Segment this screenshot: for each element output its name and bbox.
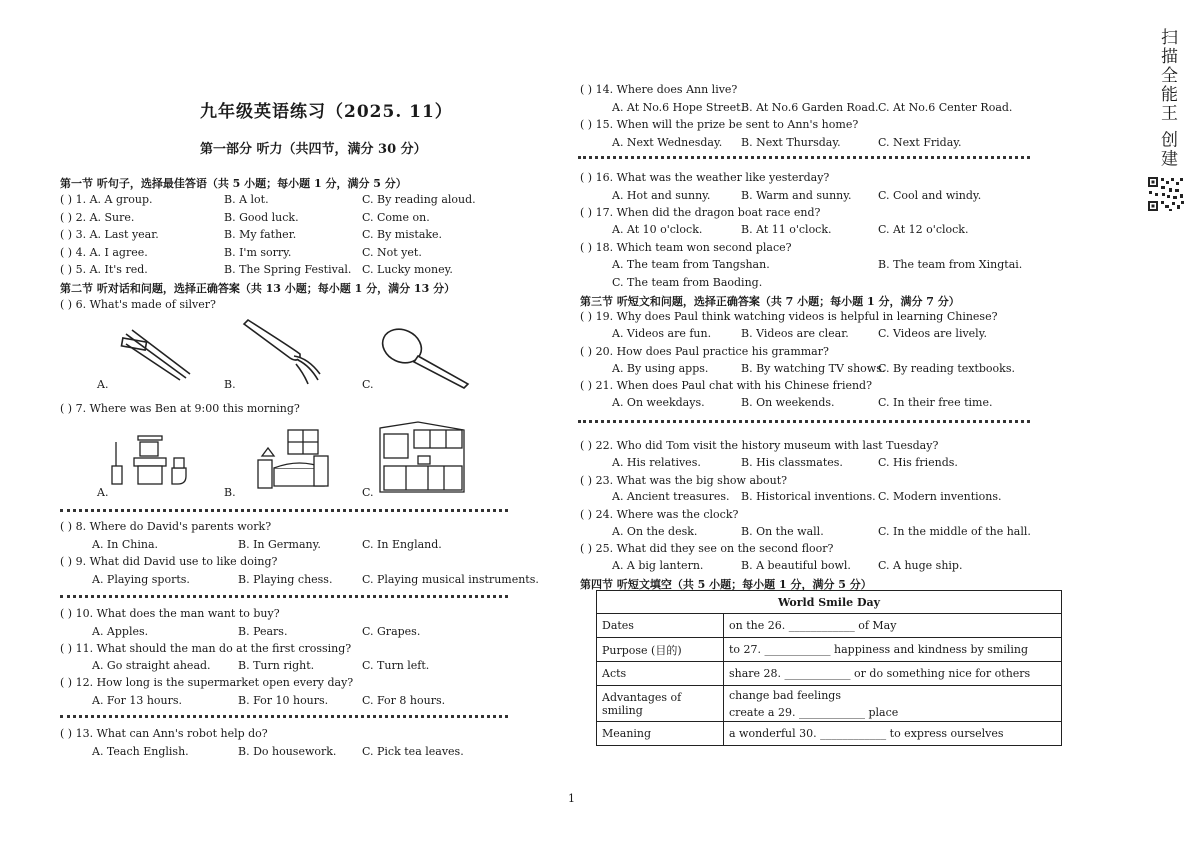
kitchen-picture[interactable] <box>378 420 468 496</box>
table-row <box>597 686 1062 722</box>
question-text: 21. When does Paul chat with his Chinese friend? <box>595 379 872 392</box>
question-text: 22. Who did Tom visit the history museum with last Tuesday? <box>595 439 939 452</box>
answer-bracket[interactable]: ( ) <box>580 508 593 521</box>
table-title: World Smile Day <box>597 591 1062 614</box>
option-b: B. I'm sorry. <box>224 246 292 259</box>
question-item <box>60 520 271 533</box>
option-b[interactable]: B. On weekends. <box>741 396 835 409</box>
option-b[interactable]: B. Historical inventions. <box>741 490 876 503</box>
question-item <box>60 607 280 620</box>
question-item <box>60 228 159 241</box>
part-heading: 第一部分 听力（共四节，满分 30 分） <box>200 142 427 157</box>
question-item <box>580 206 820 219</box>
question-text: 23. What was the big show about? <box>595 474 788 487</box>
question-text: 16. What was the weather like yesterday? <box>595 171 830 184</box>
question-item <box>60 727 268 740</box>
option-c: C. By mistake. <box>362 228 443 241</box>
spoon-picture[interactable] <box>378 322 478 392</box>
option-a[interactable]: A. Go straight ahead. <box>92 659 211 672</box>
question-item <box>580 439 938 452</box>
row-label: Acts <box>597 662 724 686</box>
option-a: 2. A. Sure. <box>75 211 135 224</box>
option-a[interactable]: A. By using apps. <box>612 362 709 375</box>
option-a-label: A. <box>97 378 109 391</box>
option-a: 3. A. Last year. <box>75 228 159 241</box>
row-label: Advantages of smiling <box>597 686 724 722</box>
question-text: 20. How does Paul practice his grammar? <box>595 345 829 358</box>
question-6 <box>60 298 216 311</box>
option-a[interactable]: A. His relatives. <box>612 456 701 469</box>
answer-bracket[interactable]: ( ) <box>60 402 73 415</box>
answer-bracket[interactable]: ( ) <box>580 241 593 254</box>
answer-bracket[interactable]: ( ) <box>580 171 593 184</box>
option-c: C. Come on. <box>362 211 430 224</box>
option-c[interactable]: C. Videos are lively. <box>878 327 987 340</box>
answer-bracket[interactable]: ( ) <box>60 211 73 224</box>
question-text: 17. When did the dragon boat race end? <box>595 206 821 219</box>
option-b: B. A lot. <box>224 193 269 206</box>
option-b[interactable]: B. Videos are clear. <box>741 327 849 340</box>
question-text: 7. Where was Ben at 9:00 this morning? <box>75 402 300 415</box>
bathroom-picture[interactable] <box>110 428 200 488</box>
option-c-label: C. <box>362 486 374 499</box>
option-c: C. Not yet. <box>362 246 422 259</box>
row-value[interactable]: on the 26. ____________ of May <box>724 614 1062 638</box>
answer-bracket[interactable]: ( ) <box>60 263 73 276</box>
option-c[interactable]: C. Playing musical instruments. <box>362 573 539 586</box>
option-b[interactable]: B. On the wall. <box>741 525 824 538</box>
option-b: B. My father. <box>224 228 297 241</box>
row-value[interactable] <box>724 686 1062 722</box>
option-c[interactable]: C. Grapes. <box>362 625 421 638</box>
answer-bracket[interactable]: ( ) <box>60 555 73 568</box>
question-item <box>580 83 737 96</box>
option-b[interactable]: B. For 10 hours. <box>238 694 329 707</box>
question-item <box>580 508 738 521</box>
option-c[interactable]: C. Next Friday. <box>878 136 962 149</box>
row-value[interactable]: share 28. ____________ or do something nice for others <box>724 662 1062 686</box>
option-b[interactable]: B. Turn right. <box>238 659 315 672</box>
divider <box>60 595 508 598</box>
option-a[interactable]: A. At 10 o'clock. <box>612 223 703 236</box>
divider <box>578 156 1030 159</box>
option-c[interactable]: C. Cool and windy. <box>878 189 982 202</box>
answer-bracket[interactable]: ( ) <box>60 520 73 533</box>
option-a[interactable]: A. A big lantern. <box>612 559 704 572</box>
row-label: Purpose (目的) <box>597 638 724 662</box>
table-row <box>597 614 1062 638</box>
answer-bracket[interactable]: ( ) <box>580 118 593 131</box>
option-c[interactable]: C. The team from Baoding. <box>612 276 763 289</box>
question-text: 18. Which team won second place? <box>595 241 792 254</box>
question-item <box>580 345 829 358</box>
question-item <box>580 474 787 487</box>
option-b[interactable]: B. In Germany. <box>238 538 321 551</box>
bedroom-picture[interactable] <box>252 426 342 492</box>
option-b[interactable]: B. Do housework. <box>238 745 337 758</box>
row-value-line[interactable]: create a 29. ____________ place <box>729 705 899 719</box>
chopsticks-picture[interactable] <box>118 322 198 382</box>
question-item <box>580 118 858 131</box>
answer-bracket[interactable]: ( ) <box>60 607 73 620</box>
question-item <box>60 642 351 655</box>
option-c[interactable]: C. By reading textbooks. <box>878 362 1015 375</box>
option-c[interactable]: C. In England. <box>362 538 442 551</box>
option-b[interactable]: B. His classmates. <box>741 456 843 469</box>
divider <box>578 420 1030 423</box>
option-c[interactable]: C. His friends. <box>878 456 958 469</box>
option-a[interactable]: A. The team from Tangshan. <box>612 258 770 271</box>
answer-bracket[interactable]: ( ) <box>60 676 73 689</box>
question-text: 12. How long is the supermarket open every day? <box>75 676 354 689</box>
option-c: C. By reading aloud. <box>362 193 476 206</box>
option-c[interactable]: C. In their free time. <box>878 396 993 409</box>
option-a[interactable]: A. Ancient treasures. <box>612 490 730 503</box>
question-text: 10. What does the man want to buy? <box>75 607 280 620</box>
option-a-label: A. <box>97 486 109 499</box>
question-text: 9. What did David use to like doing? <box>75 555 278 568</box>
question-item <box>60 211 134 224</box>
question-item <box>580 310 997 323</box>
option-a[interactable]: A. Apples. <box>92 625 149 638</box>
section-heading-4: 第四节 听短文填空（共 5 小题；每小题 1 分，满分 5 分） <box>580 578 872 591</box>
section-heading-1: 第一节 听句子，选择最佳答语（共 5 小题；每小题 1 分，满分 5 分） <box>60 177 407 190</box>
option-c[interactable]: C. Turn left. <box>362 659 430 672</box>
answer-bracket[interactable]: ( ) <box>580 542 593 555</box>
question-text: 8. Where do David's parents work? <box>75 520 272 533</box>
question-item <box>580 171 829 184</box>
option-c[interactable]: C. At 12 o'clock. <box>878 223 969 236</box>
question-item <box>60 676 353 689</box>
option-b[interactable]: B. The team from Xingtai. <box>878 258 1023 271</box>
option-a[interactable]: A. At No.6 Hope Street. <box>612 101 745 114</box>
question-text: 19. Why does Paul think watching videos is helpful in learning Chinese? <box>595 310 998 323</box>
question-text: 14. Where does Ann live? <box>595 83 738 96</box>
option-a[interactable]: A. Videos are fun. <box>612 327 712 340</box>
option-c[interactable]: C. A huge ship. <box>878 559 963 572</box>
divider <box>60 509 508 512</box>
row-label: Meaning <box>597 722 724 746</box>
option-a: 4. A. I agree. <box>75 246 148 259</box>
option-b[interactable]: B. Next Thursday. <box>741 136 841 149</box>
row-value[interactable]: a wonderful 30. ____________ to express ourselves <box>724 722 1062 746</box>
question-item <box>60 555 277 568</box>
answer-bracket[interactable]: ( ) <box>580 206 593 219</box>
page-title: 九年级英语练习（2025. 11） <box>200 102 453 122</box>
option-b[interactable]: B. At No.6 Garden Road. <box>741 101 879 114</box>
option-c[interactable]: C. Pick tea leaves. <box>362 745 464 758</box>
option-b[interactable]: B. At 11 o'clock. <box>741 223 832 236</box>
question-text: 13. What can Ann's robot help do? <box>75 727 268 740</box>
scanner-watermark: 扫描全能王 创建 <box>1157 28 1177 169</box>
section-heading-2: 第二节 听对话和问题，选择正确答案（共 13 小题；每小题 1 分，满分 13 分） <box>60 282 456 295</box>
option-b: B. The Spring Festival. <box>224 263 352 276</box>
row-label: Dates <box>597 614 724 638</box>
option-b[interactable]: B. Pears. <box>238 625 288 638</box>
qr-code-icon <box>1147 176 1185 212</box>
option-a[interactable]: A. Hot and sunny. <box>612 189 711 202</box>
option-c: C. Lucky money. <box>362 263 453 276</box>
table-row <box>597 662 1062 686</box>
question-text: 24. Where was the clock? <box>595 508 739 521</box>
option-b[interactable]: B. Warm and sunny. <box>741 189 852 202</box>
answer-bracket[interactable]: ( ) <box>580 379 593 392</box>
answer-bracket[interactable]: ( ) <box>60 642 73 655</box>
table-row <box>597 638 1062 662</box>
option-a[interactable]: A. In China. <box>92 538 159 551</box>
section-heading-3: 第三节 听短文和问题，选择正确答案（共 7 小题；每小题 1 分，满分 7 分） <box>580 295 960 308</box>
option-b[interactable]: B. A beautiful bowl. <box>741 559 851 572</box>
world-smile-day-table <box>596 590 1062 746</box>
option-a[interactable]: A. On weekdays. <box>612 396 705 409</box>
option-a[interactable]: A. Teach English. <box>92 745 189 758</box>
option-b: B. Good luck. <box>224 211 299 224</box>
question-7 <box>60 402 300 415</box>
answer-bracket[interactable]: ( ) <box>580 345 593 358</box>
question-item <box>580 542 833 555</box>
option-a[interactable]: A. On the desk. <box>612 525 698 538</box>
question-item <box>60 246 148 259</box>
divider <box>60 715 508 718</box>
option-b[interactable]: B. By watching TV shows. <box>741 362 886 375</box>
option-c[interactable]: C. Modern inventions. <box>878 490 1002 503</box>
answer-bracket[interactable]: ( ) <box>60 228 73 241</box>
option-b-label: B. <box>224 486 236 499</box>
question-item <box>580 379 872 392</box>
fork-picture[interactable] <box>238 318 328 388</box>
row-value-line: change bad feelings <box>729 688 841 702</box>
option-b[interactable]: B. Playing chess. <box>238 573 333 586</box>
row-value[interactable]: to 27. ____________ happiness and kindness by smiling <box>724 638 1062 662</box>
answer-bracket[interactable]: ( ) <box>60 193 73 206</box>
table-row <box>597 722 1062 746</box>
question-text: 11. What should the man do at the first crossing? <box>75 642 352 655</box>
answer-bracket[interactable]: ( ) <box>60 727 73 740</box>
answer-bracket[interactable]: ( ) <box>580 474 593 487</box>
answer-bracket[interactable]: ( ) <box>60 246 73 259</box>
option-a: 5. A. It's red. <box>75 263 148 276</box>
answer-bracket[interactable]: ( ) <box>580 310 593 323</box>
option-c-label: C. <box>362 378 374 391</box>
option-a[interactable]: A. For 13 hours. <box>92 694 183 707</box>
question-text: 15. When will the prize be sent to Ann's home? <box>595 118 859 131</box>
option-a[interactable]: A. Playing sports. <box>92 573 190 586</box>
answer-bracket[interactable]: ( ) <box>580 439 593 452</box>
answer-bracket[interactable]: ( ) <box>580 83 593 96</box>
question-item <box>580 241 792 254</box>
option-c[interactable]: C. At No.6 Center Road. <box>878 101 1013 114</box>
option-c[interactable]: C. For 8 hours. <box>362 694 446 707</box>
answer-bracket[interactable]: ( ) <box>60 298 73 311</box>
question-item <box>60 193 153 206</box>
option-b-label: B. <box>224 378 236 391</box>
question-text: 25. What did they see on the second floor? <box>595 542 834 555</box>
question-item <box>60 263 148 276</box>
question-text: 6. What's made of silver? <box>75 298 216 311</box>
option-c[interactable]: C. In the middle of the hall. <box>878 525 1031 538</box>
option-a[interactable]: A. Next Wednesday. <box>612 136 723 149</box>
option-a: 1. A. A group. <box>75 193 153 206</box>
page-number: 1 <box>568 792 575 805</box>
